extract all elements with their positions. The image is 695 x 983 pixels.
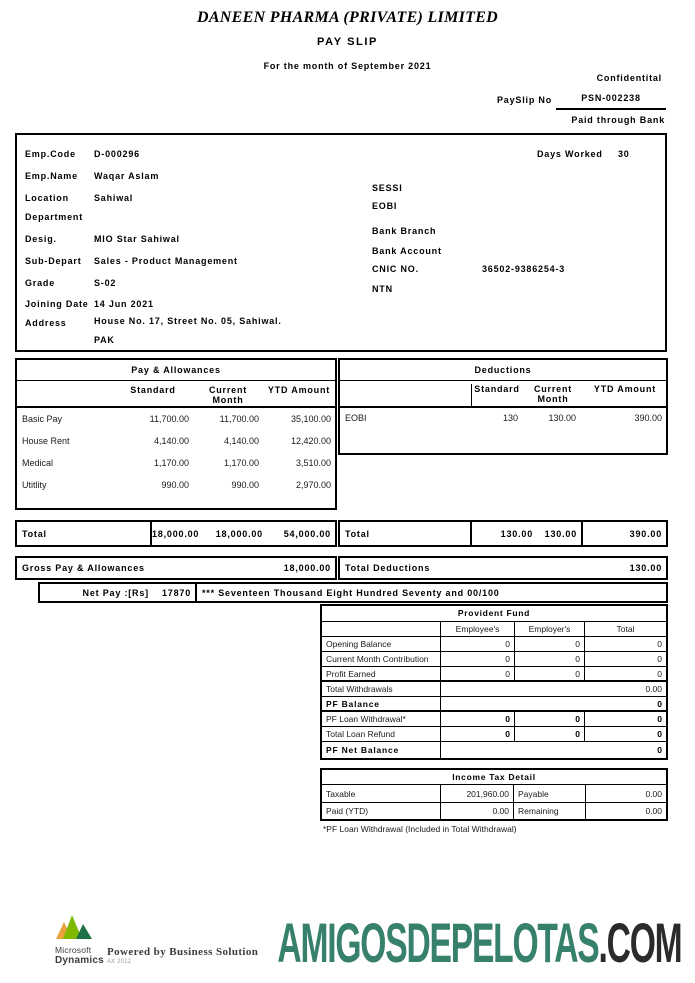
row-employer: 0 bbox=[514, 667, 584, 680]
powered-by-text: Powered by Business Solution bbox=[107, 946, 259, 958]
col-employees: Employee's bbox=[440, 622, 514, 636]
field-label: Joining Date bbox=[25, 299, 89, 309]
field-label: Department bbox=[25, 212, 84, 222]
row-total: 0 bbox=[584, 667, 666, 680]
row-employer: 0 bbox=[514, 637, 584, 651]
emp-name-value: Waqar Aslam bbox=[94, 171, 160, 181]
row-current: 1,170.00 bbox=[223, 458, 259, 468]
spacer bbox=[322, 622, 440, 636]
sessi-label: SESSI bbox=[372, 183, 403, 193]
col-standard: Standard bbox=[130, 385, 176, 395]
row-label: House Rent bbox=[22, 436, 70, 446]
col-current-line2: Month bbox=[537, 394, 569, 404]
company-name: DANEEN PHARMA (PRIVATE) LIMITED bbox=[196, 9, 499, 26]
field-label: Address bbox=[25, 318, 67, 328]
eobi-label: EOBI bbox=[372, 201, 398, 211]
row-employee: 0 bbox=[440, 652, 514, 666]
col-ytd-amount: YTD Amount bbox=[267, 385, 331, 395]
row-total: 0 bbox=[584, 727, 666, 741]
paid-through-bank-label: Paid through Bank bbox=[571, 115, 665, 125]
row-standard: 4,140.00 bbox=[153, 436, 189, 446]
gross-pay-row bbox=[15, 556, 337, 580]
total-label: Total bbox=[22, 528, 47, 539]
table-row bbox=[17, 474, 335, 496]
field-label: Grade bbox=[25, 278, 56, 288]
location-value: Sahiwal bbox=[94, 193, 134, 203]
row-standard: 130 bbox=[502, 413, 518, 423]
row-label: Paid (YTD) bbox=[326, 806, 369, 816]
income-tax-table bbox=[320, 768, 668, 821]
row-employee: 0 bbox=[440, 637, 514, 651]
row-employer: 0 bbox=[514, 712, 584, 726]
microsoft-dynamics-logo bbox=[55, 915, 175, 968]
row-employee: 0 bbox=[440, 727, 514, 741]
table-row bbox=[322, 785, 666, 802]
row-current: 130.00 bbox=[548, 413, 576, 423]
employee-info-box bbox=[15, 133, 667, 352]
total-label: Total bbox=[345, 528, 370, 539]
microsoft-wordmark: Microsoft bbox=[55, 945, 92, 955]
row-value: 201,960.00 bbox=[440, 785, 513, 802]
ax-version-text: AX 2012 bbox=[106, 959, 132, 965]
row-label: Payable bbox=[513, 785, 585, 802]
emp-code-value: D-000296 bbox=[94, 149, 140, 159]
row-label: Utitlity bbox=[22, 480, 47, 490]
col-current-month bbox=[522, 384, 584, 408]
gross-pay-label: Gross Pay & Allowances bbox=[22, 563, 145, 573]
field-label: Location bbox=[25, 193, 69, 203]
deductions-total-row bbox=[338, 520, 668, 547]
row-standard: 1,170.00 bbox=[153, 458, 189, 468]
sub-depart-value: Sales - Product Management bbox=[94, 256, 238, 266]
row-value: 0.00 bbox=[585, 803, 666, 819]
total-ytd: 390.00 bbox=[581, 522, 666, 545]
row-label: Profit Earned bbox=[326, 668, 376, 679]
col-current-month: Current Month bbox=[208, 385, 248, 405]
total-standard: 18,000.00 bbox=[152, 528, 200, 539]
bank-branch-label: Bank Branch bbox=[372, 226, 437, 236]
table-row bbox=[322, 637, 666, 652]
row-label: Basic Pay bbox=[22, 414, 63, 424]
row-current: 11,700.00 bbox=[219, 414, 259, 424]
row-ytd: 2,970.00 bbox=[295, 480, 331, 490]
net-pay-amount: 17870 bbox=[161, 587, 191, 598]
col-total: Total bbox=[584, 622, 666, 636]
total-current: 18,000.00 bbox=[215, 528, 263, 539]
pf-loan-note: *PF Loan Withdrawal (Included in Total Withdrawal) bbox=[323, 824, 517, 834]
total-deductions-label: Total Deductions bbox=[345, 563, 431, 573]
spacer bbox=[17, 385, 113, 406]
net-pay-in-words: *** Seventeen Thousand Eight Hundred Seventy and 00/100 bbox=[202, 587, 500, 598]
row-value: 0.00 bbox=[440, 803, 513, 819]
ntn-label: NTN bbox=[372, 284, 393, 294]
address-value: House No. 17, Street No. 05, Sahiwal. bbox=[94, 316, 282, 326]
site-brand-name: AMIGOSDEPELOTAS bbox=[276, 911, 599, 974]
cnic-label: CNIC NO. bbox=[372, 264, 419, 274]
table-row bbox=[17, 430, 335, 452]
row-employee: 0 bbox=[440, 712, 514, 726]
row-standard: 11,700.00 bbox=[149, 414, 189, 424]
row-label: Medical bbox=[22, 458, 54, 468]
deductions-title: Deductions bbox=[340, 360, 666, 381]
net-pay-label: Net Pay :[Rs] bbox=[82, 587, 149, 598]
row-standard: 990.00 bbox=[161, 480, 189, 490]
row-value: 0 bbox=[440, 742, 666, 758]
row-value: 0.00 bbox=[440, 682, 666, 696]
total-ytd: 54,000.00 bbox=[283, 528, 331, 539]
designation-value: MIO Star Sahiwal bbox=[94, 234, 180, 244]
total-deductions-row bbox=[338, 556, 668, 580]
row-label: Opening Balance bbox=[326, 639, 392, 649]
row-current: 4,140.00 bbox=[223, 436, 259, 446]
provident-fund-title: Provident Fund bbox=[322, 606, 666, 622]
row-total: 0 bbox=[584, 652, 666, 666]
cnic-value: 36502-9386254-3 bbox=[482, 264, 566, 274]
days-worked-value: 30 bbox=[618, 149, 630, 159]
pay-period: For the month of September 2021 bbox=[263, 61, 432, 71]
table-row bbox=[17, 408, 335, 430]
row-employee: 0 bbox=[440, 667, 514, 680]
table-row bbox=[340, 408, 666, 428]
total-standard: 130.00 bbox=[500, 528, 533, 539]
field-label: Emp.Code bbox=[25, 149, 76, 159]
row-label: PF Net Balance bbox=[326, 745, 400, 755]
row-ytd: 390.00 bbox=[634, 413, 662, 423]
row-total: 0 bbox=[584, 712, 666, 726]
field-label: Emp.Name bbox=[25, 171, 78, 181]
row-value: 0.00 bbox=[585, 785, 666, 802]
pf-loan-withdrawal-row bbox=[322, 712, 666, 727]
row-ytd: 35,100.00 bbox=[290, 414, 331, 424]
dynamics-mountains-icon bbox=[55, 926, 97, 943]
confidential-label: Confidentital bbox=[596, 73, 662, 83]
table-row bbox=[322, 802, 666, 819]
col-employers: Employer's bbox=[514, 622, 584, 636]
row-label: Total Withdrawals bbox=[326, 684, 393, 694]
pay-allowances-table bbox=[15, 358, 337, 510]
row-employer: 0 bbox=[514, 652, 584, 666]
row-ytd: 12,420.00 bbox=[290, 436, 331, 446]
grade-value: S-02 bbox=[94, 278, 117, 288]
gross-pay-value: 18,000.00 bbox=[283, 563, 331, 573]
total-loan-refund-row bbox=[322, 727, 666, 742]
row-label: Taxable bbox=[326, 788, 356, 799]
pay-total-row bbox=[15, 520, 337, 547]
table-row bbox=[322, 652, 666, 667]
field-label: Desig. bbox=[25, 234, 57, 244]
row-total: 0 bbox=[584, 637, 666, 651]
table-row bbox=[322, 667, 666, 682]
provident-fund-table bbox=[320, 604, 668, 760]
total-withdrawals-row bbox=[322, 682, 666, 697]
site-brand-tld: .COM bbox=[598, 911, 681, 974]
joining-date-value: 14 Jun 2021 bbox=[94, 299, 154, 309]
dynamics-text: Dynamics bbox=[55, 955, 104, 966]
row-employer: 0 bbox=[514, 727, 584, 741]
payslip-no-label: PaySlip No bbox=[497, 95, 553, 105]
net-pay-row bbox=[38, 582, 668, 603]
bank-account-label: Bank Account bbox=[372, 246, 442, 256]
field-label: Sub-Depart bbox=[25, 256, 82, 266]
row-ytd: 3,510.00 bbox=[295, 458, 331, 468]
address-country-value: PAK bbox=[94, 335, 115, 345]
col-current-line1: Current bbox=[533, 384, 573, 394]
table-row bbox=[17, 452, 335, 474]
row-value: 0 bbox=[440, 697, 666, 710]
col-standard: Standard bbox=[474, 384, 520, 394]
row-label: PF Loan Withdrawal* bbox=[326, 714, 406, 724]
income-tax-title: Income Tax Detail bbox=[322, 770, 666, 785]
row-label: PF Balance bbox=[326, 698, 380, 709]
total-current: 130.00 bbox=[544, 528, 577, 539]
deductions-table bbox=[338, 358, 668, 455]
row-label: EOBI bbox=[345, 413, 367, 423]
total-deductions-value: 130.00 bbox=[629, 563, 662, 573]
row-label: Current Month Contribution bbox=[326, 654, 429, 664]
pay-allowances-title: Pay & Allowances bbox=[17, 360, 335, 381]
row-label: Remaining bbox=[513, 803, 585, 819]
days-worked-label: Days Worked bbox=[537, 149, 603, 159]
row-label: Total Loan Refund bbox=[326, 729, 395, 739]
col-ytd-amount: YTD Amount bbox=[593, 384, 657, 394]
row-current: 990.00 bbox=[231, 480, 259, 490]
pf-net-balance-row bbox=[322, 742, 666, 758]
payslip-no-value: PSN-002238 bbox=[556, 93, 666, 110]
pf-balance-row bbox=[322, 697, 666, 712]
document-title: PAY SLIP bbox=[317, 36, 378, 48]
spacer bbox=[340, 384, 472, 408]
site-logo bbox=[276, 911, 681, 974]
